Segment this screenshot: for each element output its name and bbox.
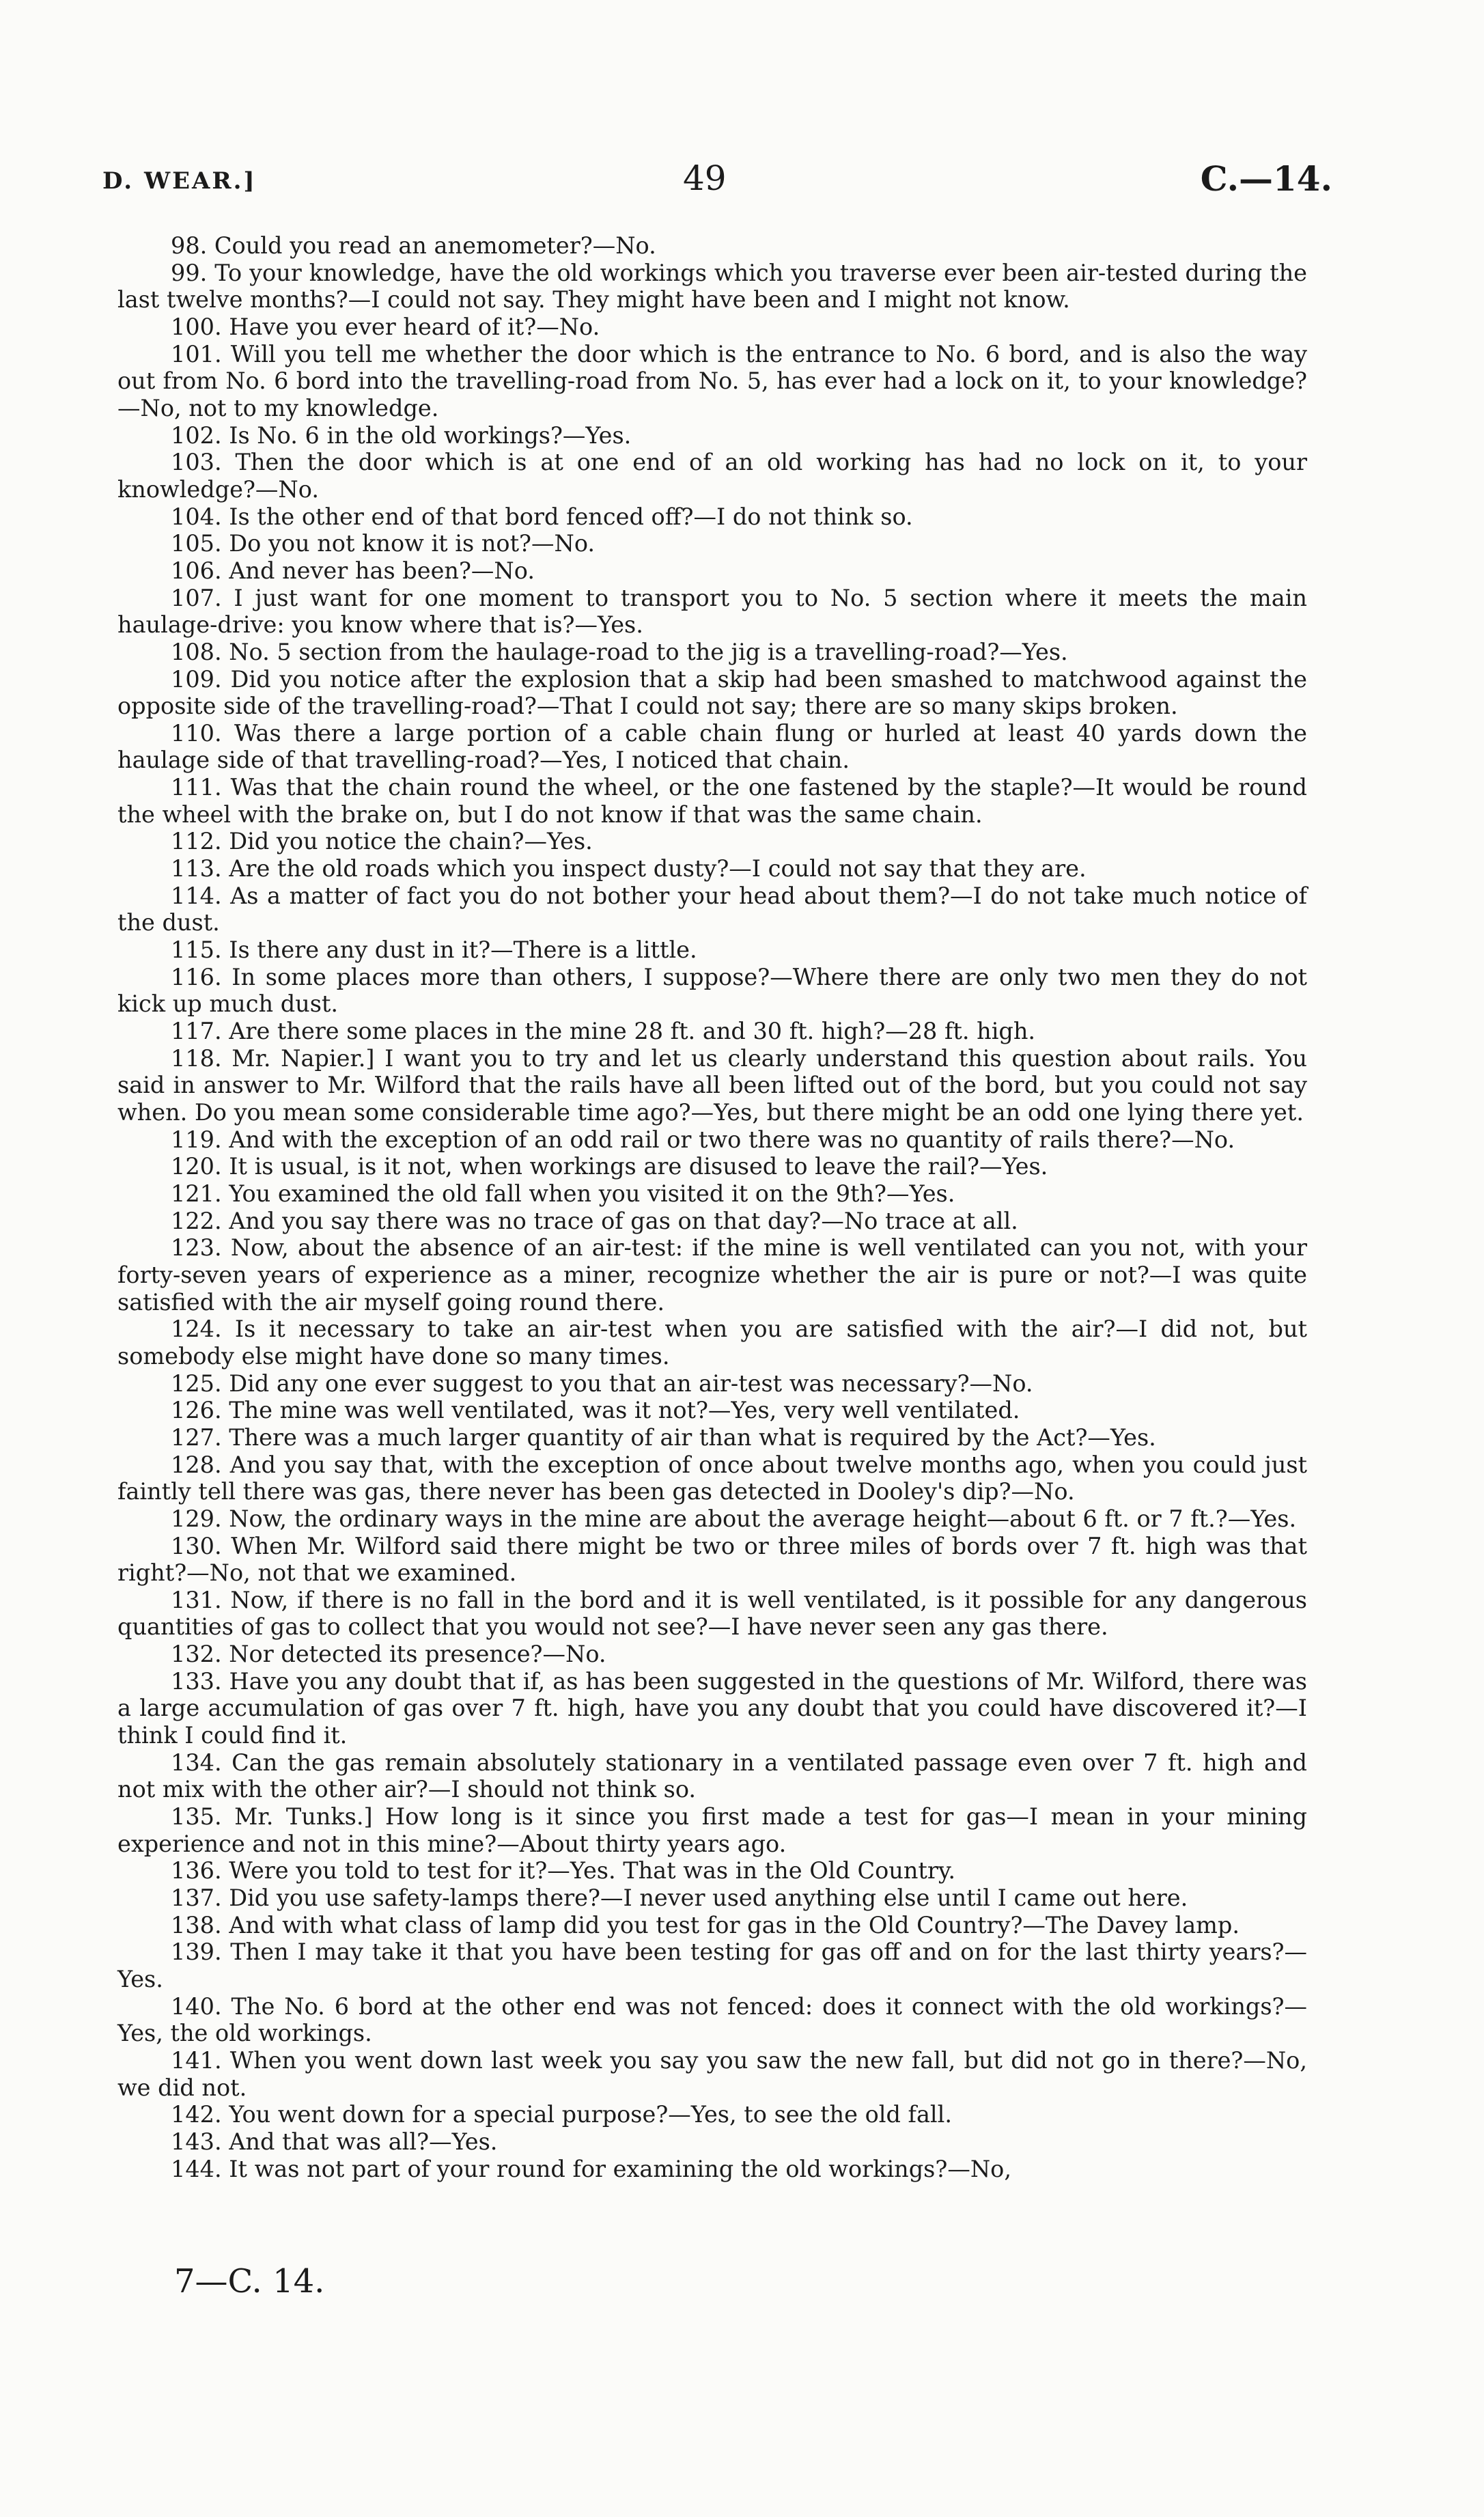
witness-header: D. WEAR.] (102, 167, 257, 195)
testimony-body (117, 232, 1307, 2182)
testimony-paragraph: 103. Then the door which is at one end of an old working has had no lock on it, to your knowledge?—No. (117, 449, 1307, 503)
page-signature: 7—C. 14. (174, 2262, 325, 2300)
testimony-paragraph: 110. Was there a large portion of a cable chain flung or hurled at least 40 yards down the haulage side of that travelling-road?—Yes, I noticed that chain. (117, 719, 1307, 774)
testimony-paragraph: 116. In some places more than others, I suppose?—Where there are only two men they do not kick up much dust. (117, 963, 1307, 1018)
testimony-paragraph: 125. Did any one ever suggest to you that an air-test was necessary?—No. (171, 1369, 1033, 1397)
testimony-paragraph: 137. Did you use safety-lamps there?—I never used anything else until I came out here. (171, 1885, 1188, 1912)
testimony-paragraph: 140. The No. 6 bord at the other end was not fenced: does it connect with the old workings?—Yes, the old workings. (117, 1992, 1307, 2047)
testimony-paragraph: 129. Now, the ordinary ways in the mine are about the average height—about 6 ft. or 7 ft.?—Yes. (171, 1505, 1297, 1532)
testimony-paragraph: 136. Were you told to test for it?—Yes. That was in the Old Country. (171, 1857, 956, 1885)
testimony-paragraph: 143. And that was all?—Yes. (171, 2128, 498, 2155)
testimony-paragraph: 115. Is there any dust in it?—There is a little. (171, 936, 697, 964)
testimony-paragraph: 113. Are the old roads which you inspect dusty?—I could not say that they are. (171, 855, 1087, 882)
testimony-paragraph: 130. When Mr. Wilford said there might be two or three miles of bords over 7 ft. high was that right?—No, not that we examined. (117, 1532, 1307, 1587)
testimony-paragraph: 117. Are there some places in the mine 28 ft. and 30 ft. high?—28 ft. high. (171, 1018, 1036, 1045)
testimony-paragraph: 112. Did you notice the chain?—Yes. (171, 828, 593, 855)
testimony-paragraph: 101. Will you tell me whether the door which is the entrance to No. 6 bord, and is also the way out from No. 6 bord into the travelling-road from No. 5, has ever had a lock on it, to your knowledge?—No, not to my knowledge. (117, 340, 1307, 421)
testimony-paragraph: 118. Mr. Napier.] I want you to try and let us clearly understand this question about rails. You said in answer to Mr. Wilford that the rails have all been lifted out of the bord, but you could not say when. Do you mean some considerable time ago?—Yes, but there might be an odd one lying there yet. (117, 1044, 1307, 1126)
testimony-paragraph: 98. Could you read an anemometer?—No. (171, 232, 656, 259)
testimony-paragraph: 99. To your knowledge, have the old workings which you traverse ever been air-tested during the last twelve months?—I could not say. They might have been and I might not know. (117, 259, 1307, 314)
testimony-paragraph: 135. Mr. Tunks.] How long is it since you first made a test for gas—I mean in your mining experience and not in this mine?—About thirty years ago. (117, 1803, 1307, 1857)
testimony-paragraph: 141. When you went down last week you say you saw the new fall, but did not go in there?—No, we did not. (117, 2046, 1307, 2101)
testimony-paragraph: 114. As a matter of fact you do not bother your head about them?—I do not take much notice of the dust. (117, 882, 1307, 936)
testimony-paragraph: 134. Can the gas remain absolutely stationary in a ventilated passage even over 7 ft. high and not mix with the other air?—I should not think so. (117, 1749, 1307, 1803)
testimony-paragraph: 142. You went down for a special purpose?—Yes, to see the old fall. (171, 2101, 953, 2128)
testimony-paragraph: 144. It was not part of your round for examining the old workings?—No, (171, 2155, 1011, 2182)
testimony-paragraph: 131. Now, if there is no fall in the bord and it is well ventilated, is it possible for any dangerous quantities of gas to collect that you would not see?—I have never seen any gas there. (117, 1586, 1307, 1641)
testimony-paragraph: 132. Nor detected its presence?—No. (171, 1641, 606, 1668)
testimony-paragraph: 106. And never has been?—No. (171, 557, 535, 584)
testimony-paragraph: 133. Have you any doubt that if, as has been suggested in the questions of Mr. Wilford, there was a large accumulation of gas over 7 ft. high, have you any doubt that you could have discovered it?—I think I could find it. (117, 1667, 1307, 1749)
testimony-paragraph: 102. Is No. 6 in the old workings?—Yes. (171, 421, 632, 449)
testimony-paragraph: 108. No. 5 section from the haulage-road to the jig is a travelling-road?—Yes. (171, 638, 1068, 665)
testimony-paragraph: 128. And you say that, with the exception of once about twelve months ago, when you could just faintly tell there was gas, there never has been gas detected in Dooley's dip?—No. (117, 1451, 1307, 1505)
testimony-paragraph: 120. It is usual, is it not, when workings are disused to leave the rail?—Yes. (171, 1153, 1048, 1180)
testimony-paragraph: 109. Did you notice after the explosion that a skip had been smashed to matchwood against the opposite side of the travelling-road?—That I could not say; there are so many skips broken. (117, 665, 1307, 720)
testimony-paragraph: 105. Do you not know it is not?—No. (171, 530, 596, 557)
testimony-paragraph: 122. And you say there was no trace of gas on that day?—No trace at all. (171, 1207, 1018, 1234)
testimony-paragraph: 119. And with the exception of an odd rail or two there was no quantity of rails there?—No. (171, 1126, 1235, 1153)
testimony-paragraph: 107. I just want for one moment to transport you to No. 5 section where it meets the main haulage-drive: you know where that is?—Yes. (117, 584, 1307, 639)
testimony-paragraph: 100. Have you ever heard of it?—No. (171, 313, 600, 340)
testimony-paragraph: 138. And with what class of lamp did you test for gas in the Old Country?—The Davey lamp. (171, 1911, 1240, 1938)
testimony-paragraph: 111. Was that the chain round the wheel, or the one fastened by the staple?—It would be round the wheel with the brake on, but I do not know if that was the same chain. (117, 774, 1307, 828)
testimony-paragraph: 123. Now, about the absence of an air-test: if the mine is well ventilated can you not, with your forty-seven years of experience as a miner, recognize whether the air is pure or not?—I was quite satisfied with the air myself going round there. (117, 1234, 1307, 1316)
testimony-paragraph: 126. The mine was well ventilated, was it not?—Yes, very well ventilated. (171, 1397, 1020, 1424)
testimony-paragraph: 104. Is the other end of that bord fenced off?—I do not think so. (171, 503, 913, 530)
testimony-paragraph: 121. You examined the old fall when you visited it on the 9th?—Yes. (171, 1180, 955, 1207)
page-number: 49 (683, 158, 727, 198)
testimony-paragraph: 124. Is it necessary to take an air-test when you are satisfied with the air?—I did not, but somebody else might have done so many times. (117, 1316, 1307, 1369)
document-code: C.—14. (1200, 158, 1332, 199)
testimony-paragraph: 127. There was a much larger quantity of air than what is required by the Act?—Yes. (171, 1423, 1156, 1451)
testimony-paragraph: 139. Then I may take it that you have been testing for gas off and on for the last thirty years?—Yes. (117, 1938, 1307, 1992)
